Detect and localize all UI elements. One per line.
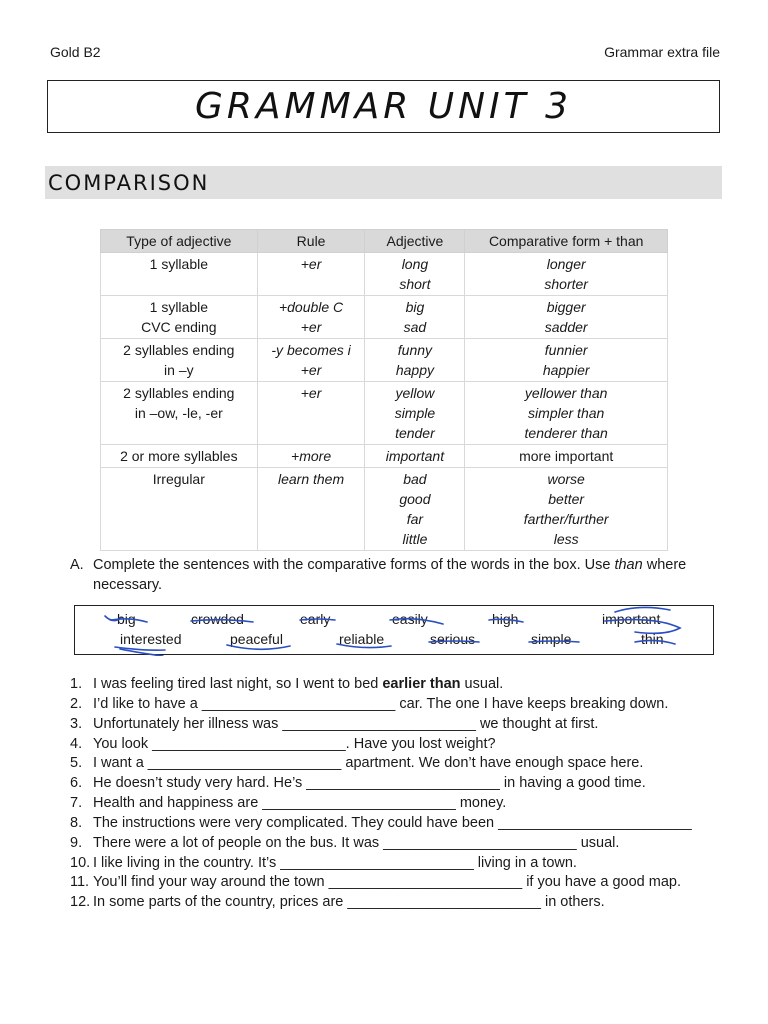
cell-type — [101, 296, 258, 339]
scribble-easily — [390, 619, 443, 624]
scribble-simple — [529, 641, 579, 642]
sentence-number: 2. — [70, 695, 83, 712]
sentence-text: Unfortunately her illness was ________________________ we thought at first. — [93, 715, 599, 732]
word-box-item: crowded — [191, 611, 244, 627]
scribble-reliable — [337, 644, 391, 648]
cell-rule-text: +er — [300, 385, 322, 401]
sentence-text: I like living in the country. It’s ________________________ living in a town. — [93, 854, 577, 871]
word-box — [74, 605, 714, 655]
cell-adjective-text: bad good far little — [399, 471, 431, 547]
col-header-adjective: Adjective — [365, 230, 465, 253]
word-box-item: reliable — [339, 631, 385, 647]
sentence-text: I want a ________________________ apartment. We don’t have enough space here. — [93, 755, 644, 772]
word-box-item: peaceful — [230, 631, 283, 647]
word-box-item: simple — [531, 631, 572, 647]
cell-comparative — [465, 445, 668, 468]
cell-rule — [257, 468, 365, 551]
cell-type-text: 2 or more syllables — [120, 448, 238, 464]
cell-comparative-text: worse better farther/further less — [523, 471, 609, 547]
unit-title: GRAMMAR UNIT 3 — [195, 86, 572, 127]
cell-rule-text: learn them — [277, 471, 345, 487]
cell-adjective — [365, 339, 465, 382]
sentence-text: Health and happiness are ________________________ money. — [93, 795, 507, 812]
sentence-item — [70, 794, 692, 814]
header-book-title: Gold B2 — [50, 44, 101, 60]
exercise-instruction — [70, 555, 720, 595]
cell-type-text: 1 syllable — [149, 256, 209, 272]
sentence-item — [70, 754, 692, 774]
cell-rule — [257, 253, 365, 296]
cell-adjective-text: funny happy — [395, 342, 434, 378]
cell-comparative-text: more important — [519, 448, 614, 464]
word-box-item: thin — [641, 631, 664, 647]
cell-rule — [257, 339, 365, 382]
cell-adjective-text: big sad — [403, 299, 427, 335]
cell-type — [101, 253, 258, 296]
scribble-thin — [635, 640, 675, 644]
table-row — [101, 382, 668, 445]
cell-comparative — [465, 253, 668, 296]
cell-type-text: 2 syllables ending in –y — [123, 342, 235, 378]
scribble-important — [615, 607, 670, 612]
scribble-peaceful — [227, 645, 290, 649]
sentence-text: He doesn’t study very hard. He’s ________________________ in having a good time. — [93, 775, 646, 792]
table-row — [101, 253, 668, 296]
table-row — [101, 339, 668, 382]
word-box-item: serious — [430, 631, 476, 647]
comparison-table — [100, 229, 668, 551]
sentence-number: 10. — [70, 854, 91, 871]
cell-type — [101, 468, 258, 551]
cell-rule-text: +more — [291, 448, 332, 464]
table-row — [101, 468, 668, 551]
cell-type — [101, 339, 258, 382]
word-box-item: big — [117, 611, 136, 627]
scribble-serious — [429, 641, 479, 642]
sentence-item — [70, 814, 692, 834]
example-answer: earlier than — [382, 676, 461, 692]
cell-type-text: Irregular — [152, 471, 205, 487]
sentence-text: I was feeling tired last night, so I went to bed — [93, 676, 383, 692]
cell-adjective — [365, 253, 465, 296]
instruction-text — [93, 555, 720, 595]
sentence-number: 4. — [70, 735, 83, 752]
sentence-item — [70, 854, 692, 874]
col-header-type: Type of adjective — [101, 230, 258, 253]
cell-comparative-text: bigger sadder — [544, 299, 588, 335]
cell-adjective-text: important — [385, 448, 445, 464]
cell-type-text: 2 syllables ending in –ow, -le, -er — [123, 385, 235, 421]
sentence-number: 8. — [70, 814, 83, 831]
sentence-item — [70, 834, 692, 854]
scribble-high — [489, 619, 523, 622]
table-row — [101, 296, 668, 339]
cell-comparative — [465, 296, 668, 339]
sentence-text: usual. — [460, 676, 504, 692]
cell-type-text: 1 syllable CVC ending — [141, 299, 217, 335]
section-heading: COMPARISON — [48, 170, 210, 195]
sentence-item — [70, 695, 692, 715]
instruction-part-1: Complete the sentences with the comparative forms of the words in the box. Use — [93, 557, 615, 573]
sentence-text: There were a lot of people on the bus. It was ________________________ usual. — [93, 834, 620, 851]
cell-comparative-text: longer shorter — [544, 256, 588, 292]
sentence-number: 9. — [70, 834, 83, 851]
sentence-text: I’d like to have a ________________________ car. The one I have keeps breaking down. — [93, 695, 669, 712]
word-box-item: easily — [392, 611, 428, 627]
cell-comparative — [465, 468, 668, 551]
cell-comparative — [465, 382, 668, 445]
instruction-part-2: where necessary. — [93, 557, 687, 593]
sentence-item — [70, 893, 692, 913]
cell-type — [101, 382, 258, 445]
section-heading-bar — [45, 166, 722, 199]
cell-adjective-text: yellow simple tender — [394, 385, 436, 441]
word-box-item: interested — [120, 631, 182, 647]
cell-rule-text: +er — [300, 256, 322, 272]
sentence-text: In some parts of the country, prices are ________________________ in others. — [93, 894, 605, 911]
word-box-item: early — [300, 611, 331, 627]
word-box-item: important — [602, 611, 661, 627]
cell-rule — [257, 382, 365, 445]
handwritten-strikethroughs — [75, 606, 715, 656]
col-header-comparative: Comparative form + than — [465, 230, 668, 253]
cell-adjective — [365, 468, 465, 551]
sentence-number: 12. — [70, 894, 91, 911]
sentence-item — [70, 675, 692, 695]
sentence-item — [70, 735, 692, 755]
sentence-item — [70, 873, 692, 893]
exercise-letter: A. — [70, 557, 84, 573]
sentence-number: 1. — [70, 676, 83, 692]
sentence-text: You look ________________________. Have you lost weight? — [93, 735, 496, 752]
cell-adjective — [365, 382, 465, 445]
sentence-item — [70, 715, 692, 735]
col-header-rule: Rule — [257, 230, 365, 253]
cell-comparative — [465, 339, 668, 382]
instruction-italic-word: than — [614, 557, 643, 573]
sentence-item — [70, 774, 692, 794]
cell-rule-text: +double C +er — [278, 299, 344, 335]
cell-comparative-text: yellower than simpler than tenderer than — [524, 385, 608, 441]
cell-adjective-text: long short — [399, 256, 431, 292]
cell-rule — [257, 296, 365, 339]
table-row — [101, 445, 668, 468]
sentence-text: You’ll find your way around the town ________________________ if you have a good map. — [93, 874, 681, 891]
sentence-number: 5. — [70, 755, 83, 772]
sentence-number: 6. — [70, 775, 83, 792]
word-box-item: high — [492, 611, 519, 627]
sentence-number: 3. — [70, 715, 83, 732]
cell-adjective — [365, 296, 465, 339]
cell-adjective — [365, 445, 465, 468]
sentence-list — [70, 675, 692, 913]
cell-rule — [257, 445, 365, 468]
sentence-text: The instructions were very complicated. They could have been ________________________ — [93, 814, 692, 831]
table-header-row — [101, 230, 668, 253]
cell-type — [101, 445, 258, 468]
sentence-number: 11. — [70, 874, 90, 891]
sentence-number: 7. — [70, 795, 83, 812]
scribble-big-hook — [105, 616, 121, 621]
unit-title-box — [47, 80, 720, 133]
cell-comparative-text: funnier happier — [542, 342, 590, 378]
header-file-label: Grammar extra file — [604, 44, 720, 60]
scribble-crowded — [191, 620, 253, 622]
scribble-important-2 — [605, 620, 680, 634]
cell-rule-text: -y becomes i +er — [271, 342, 351, 378]
scribble-early — [300, 619, 335, 620]
